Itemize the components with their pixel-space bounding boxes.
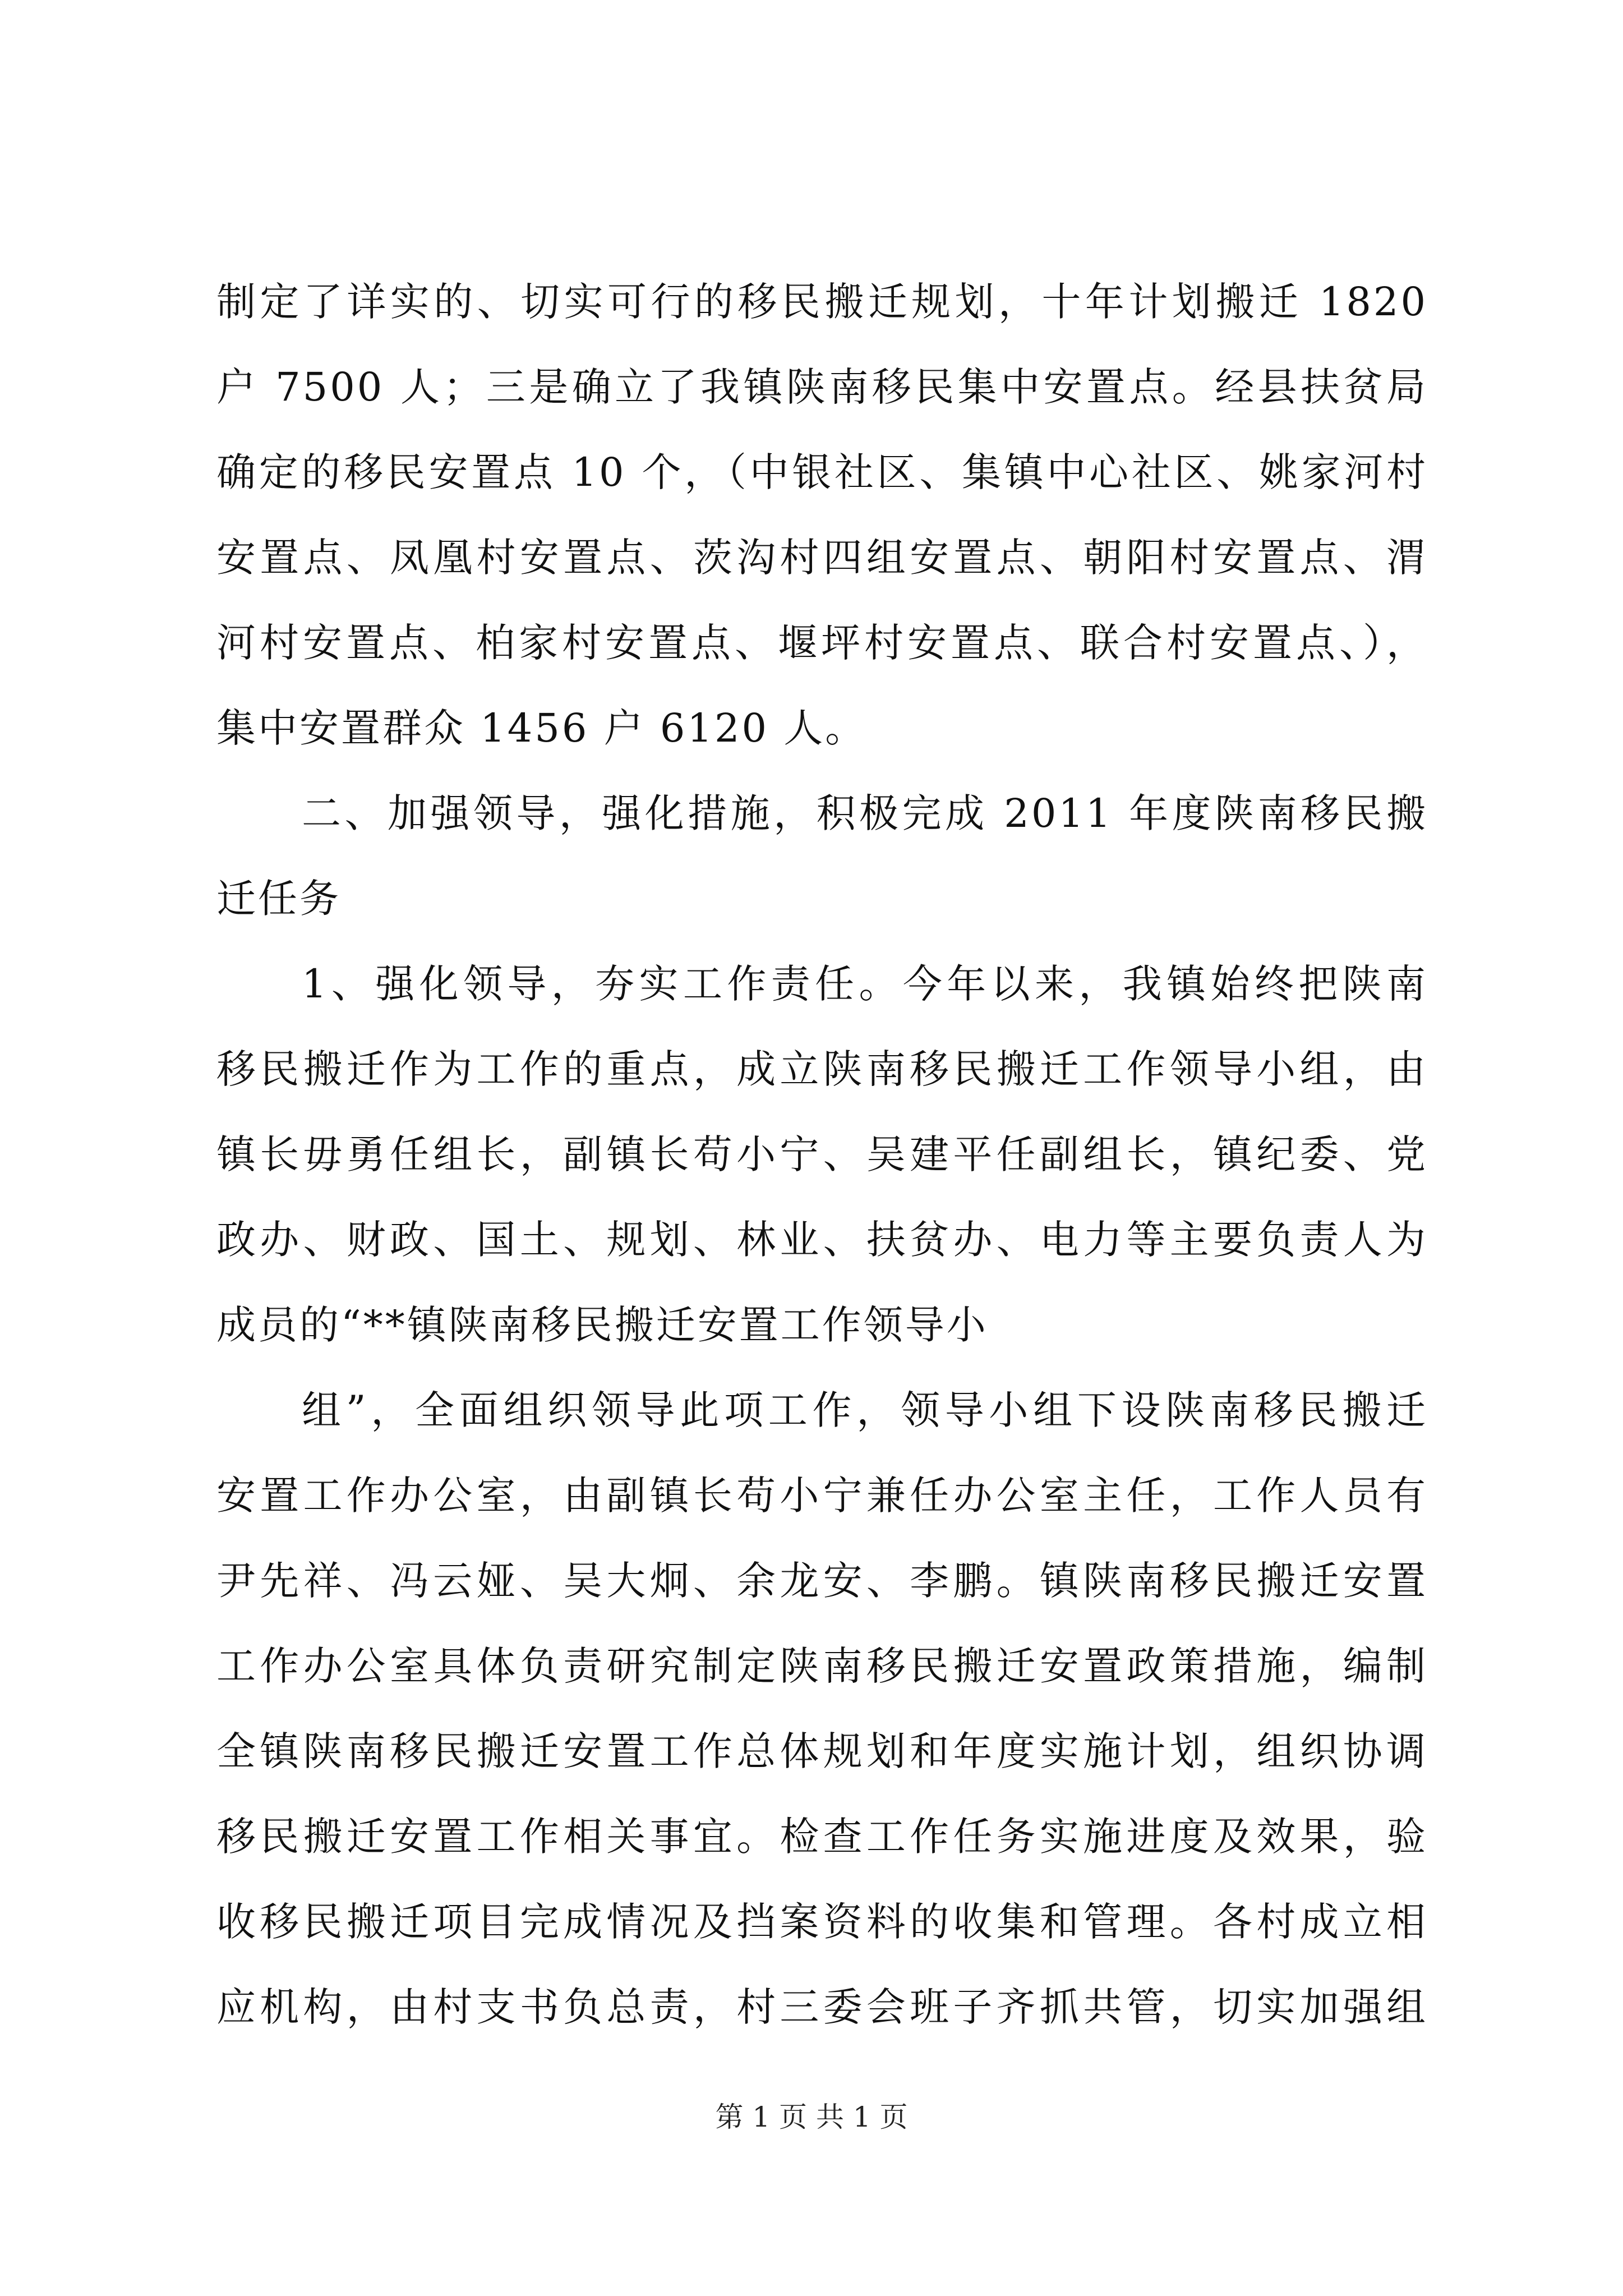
text-line: 应机构，由村支书负总责，村三委会班子齐抓共管，切实加强组 [216, 1984, 1428, 2030]
text-line: 安置点、凤凰村安置点、茨沟村四组安置点、朝阳村安置点、渭 [216, 535, 1428, 581]
text-line: 尹先祥、冯云娅、吴大炯、余龙安、李鹏。镇陕南移民搬迁安置 [216, 1558, 1428, 1604]
text-line: 户 7500 人；三是确立了我镇陕南移民集中安置点。经县扶贫局 [216, 364, 1428, 410]
text-line: 确定的移民安置点 10 个，（中银社区、集镇中心社区、姚家河村 [216, 449, 1428, 495]
text-line: 全镇陕南移民搬迁安置工作总体规划和年度实施计划，组织协调 [216, 1728, 1428, 1774]
text-line: 收移民搬迁项目完成情况及挡案资料的收集和管理。各村成立相 [216, 1899, 1428, 1945]
text-line: 移民搬迁安置工作相关事宜。检查工作任务实施进度及效果，验 [216, 1814, 1428, 1860]
text-line: 移民搬迁作为工作的重点，成立陕南移民搬迁工作领导小组，由 [216, 1046, 1428, 1092]
text-line: 1、强化领导，夯实工作责任。今年以来，我镇始终把陕南 [302, 961, 1428, 1007]
text-line: 工作办公室具体负责研究制定陕南移民搬迁安置政策措施，编制 [216, 1643, 1428, 1689]
text-line: 镇长毋勇任组长，副镇长苟小宁、吴建平任副组长，镇纪委、党 [216, 1131, 1428, 1177]
text-line: 组”，全面组织领导此项工作，领导小组下设陕南移民搬迁 [302, 1387, 1428, 1433]
page-number-footer: 第 1 页 共 1 页 [715, 2101, 908, 2133]
text-line: 制定了详实的、切实可行的移民搬迁规划，十年计划搬迁 1820 [216, 279, 1428, 325]
text-line: 成员的“**镇陕南移民搬迁安置工作领导小 [216, 1302, 988, 1348]
document-body [216, 259, 1428, 2050]
text-line: 安置工作办公室，由副镇长苟小宁兼任办公室主任，工作人员有 [216, 1473, 1428, 1519]
section-heading-line: 二、加强领导，强化措施，积极完成 2011 年度陕南移民搬 [302, 790, 1428, 836]
text-line: 政办、财政、国土、规划、林业、扶贫办、电力等主要负责人为 [216, 1217, 1428, 1263]
text-line: 集中安置群众 1456 户 6120 人。 [216, 705, 867, 751]
section-heading-line: 迁任务 [216, 876, 341, 922]
text-line: 河村安置点、柏家村安置点、堰坪村安置点、联合村安置点、）， [216, 620, 1428, 666]
